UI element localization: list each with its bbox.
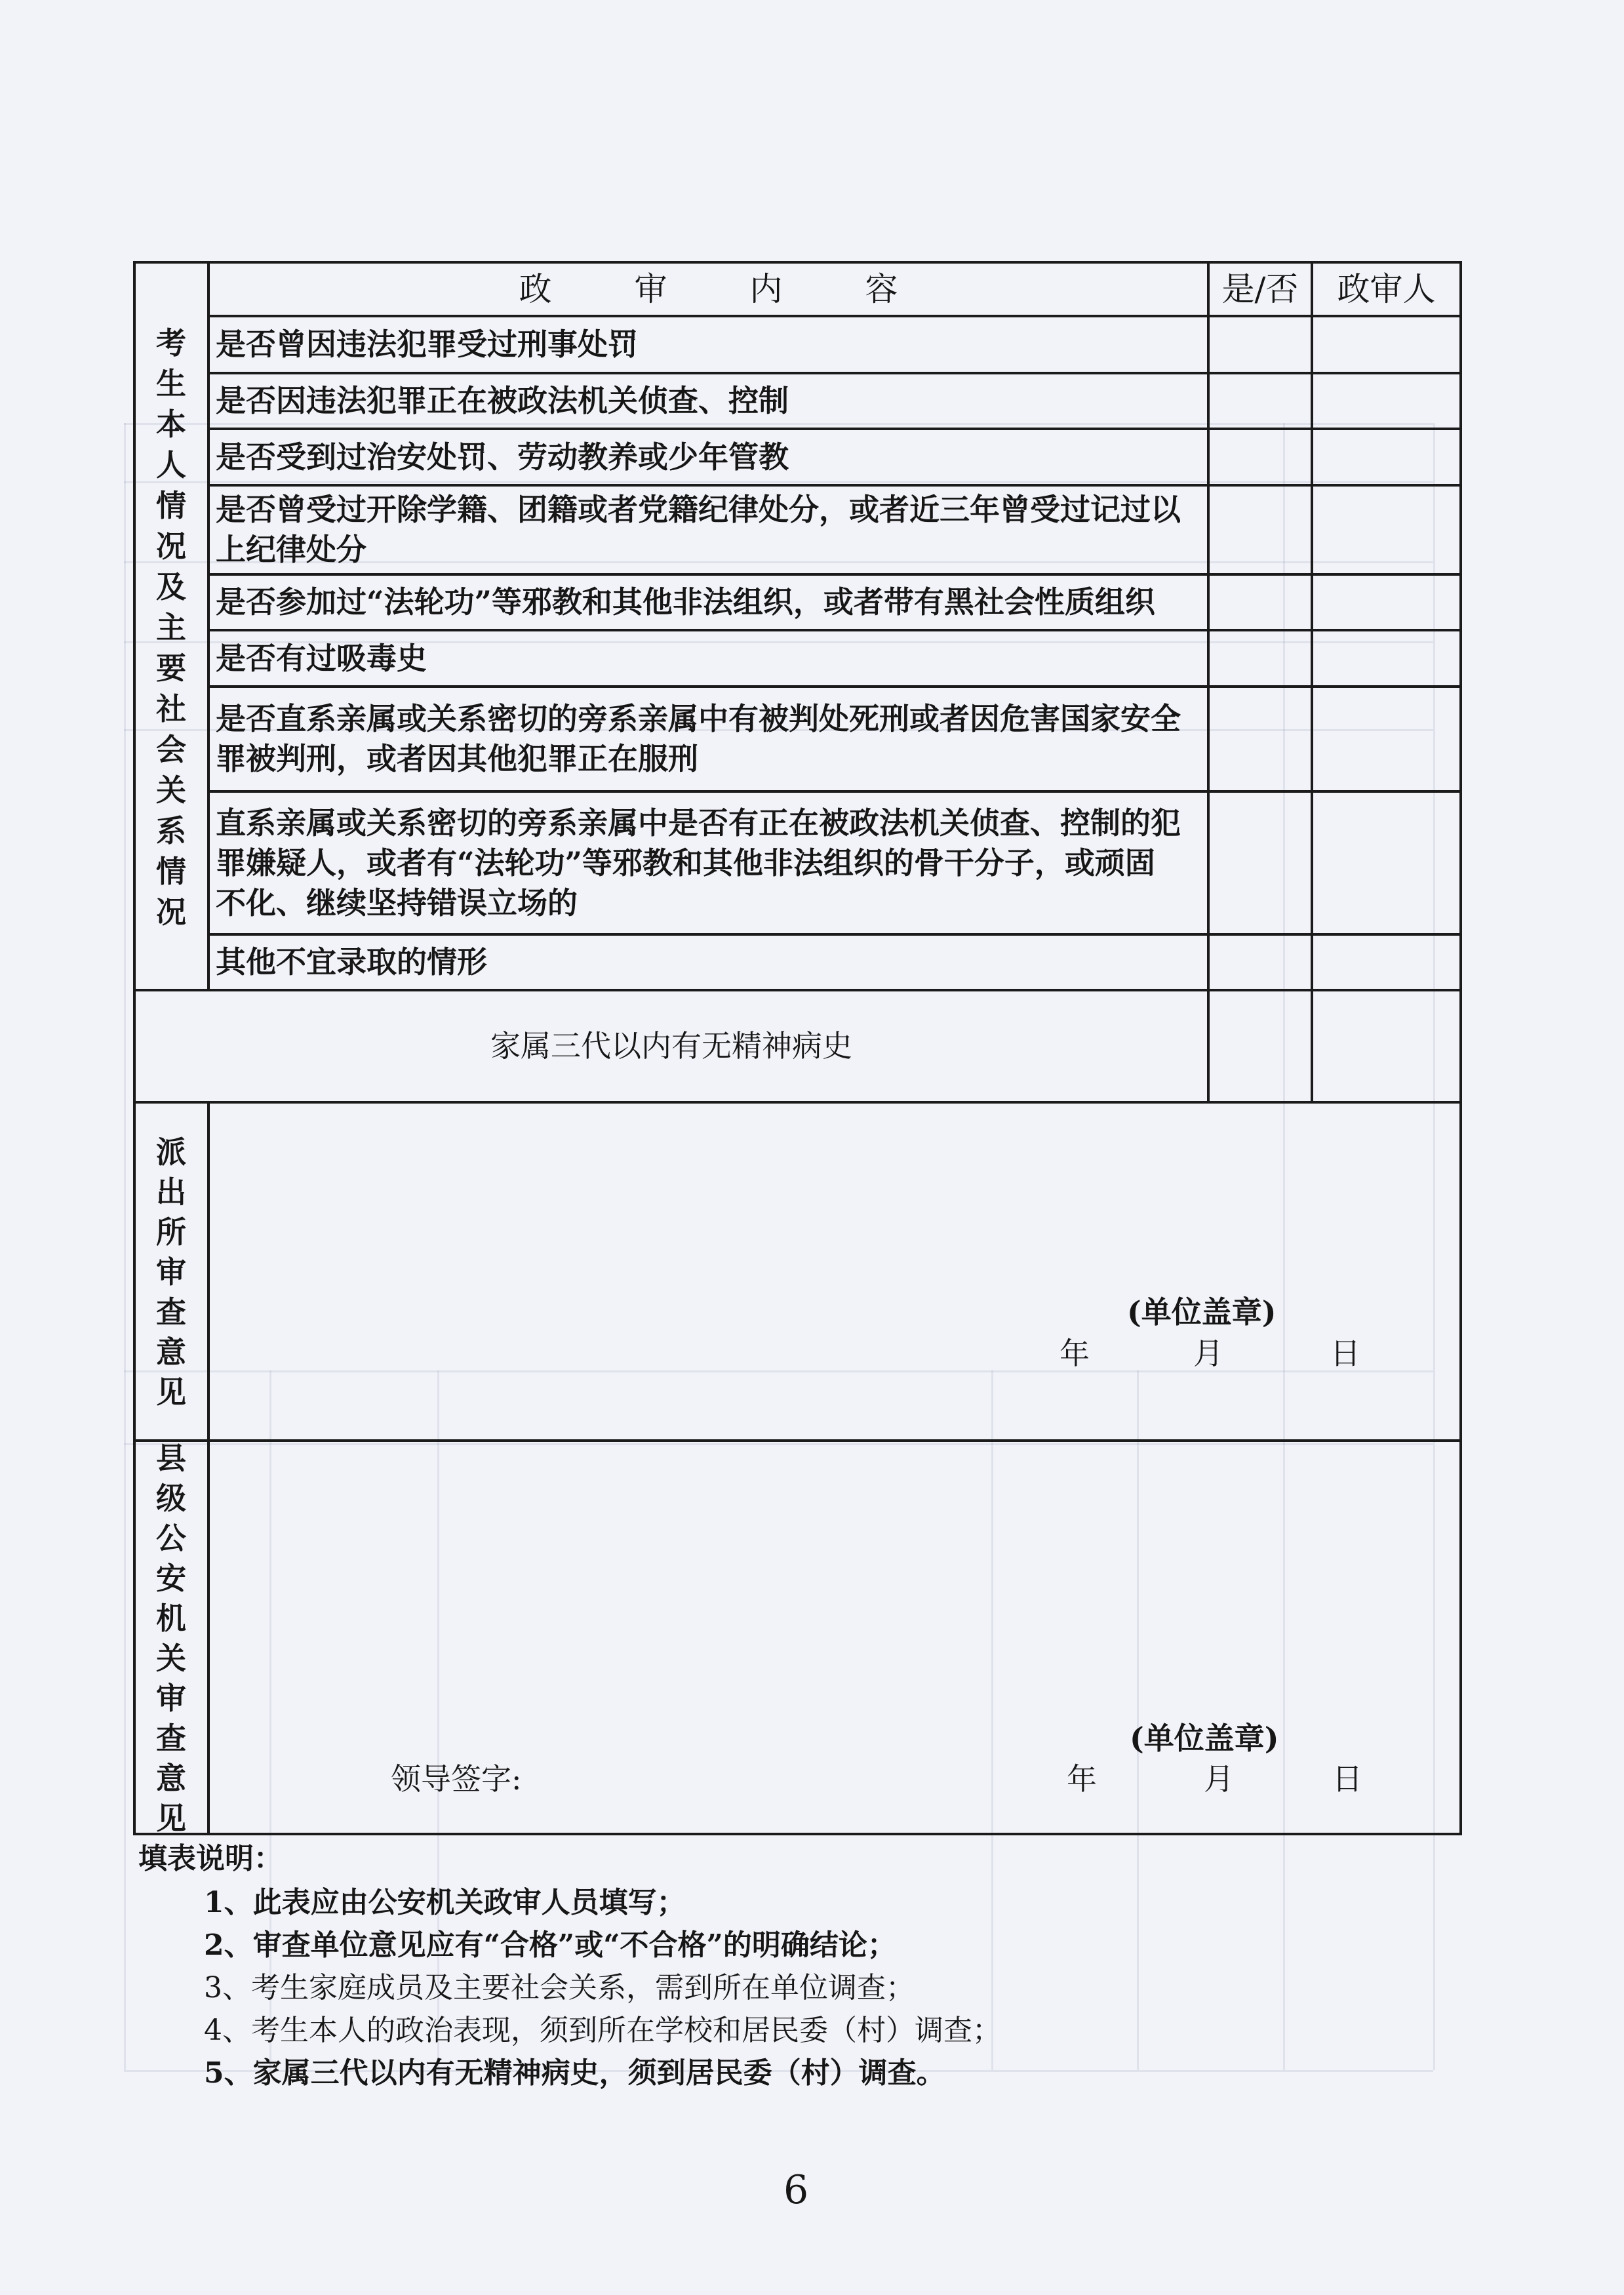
- note-item: 1、此表应由公安机关政审人员填写；: [204, 1886, 686, 1919]
- item-row-1-reviewer-cell: [1311, 315, 1462, 374]
- header-yes-no-label: 是/否: [1221, 270, 1299, 308]
- bleed-through-line: [124, 423, 126, 2070]
- note-item: 4、考生本人的政治表现，须到所在学校和居民委（村）调查；: [204, 2014, 1001, 2047]
- header-reviewer-cell: [1311, 261, 1462, 317]
- section-personal-label: 考生本人情况及主要社会关系情况: [156, 325, 186, 930]
- item-line: 是否受到过治安处罚、劳动教养或少年管教: [216, 439, 789, 475]
- item-row-7-reviewer-cell: [1311, 685, 1462, 793]
- item-row-5-reviewer-cell: [1311, 573, 1462, 631]
- item-row-8-answer-cell: [1207, 790, 1313, 936]
- mental-history-label: 家属三代以内有无精神病史: [490, 1028, 852, 1064]
- stamp-label: (单位盖章): [1127, 1294, 1277, 1330]
- county-police-label-cell: [133, 1439, 210, 1835]
- item-line: 是否曾受过开除学籍、团籍或者党籍纪律处分，或者近三年曾受过记过以: [216, 492, 1181, 527]
- item-row-3: [207, 428, 1210, 487]
- header-reviewer-label: 政审人: [1337, 270, 1436, 308]
- month-label: 月: [1193, 1336, 1223, 1371]
- note-item: 5、家属三代以内有无精神病史，须到居民委（村）调查。: [204, 2056, 945, 2090]
- item-row-5-answer-cell: [1207, 573, 1313, 631]
- year-label: 年: [1060, 1336, 1090, 1371]
- police-station-label: 派出所审查意见: [156, 1134, 186, 1410]
- item-line: 罪嫌疑人，或者有“法轮功”等邪教和其他非法组织的骨干分子，或顽固: [216, 845, 1155, 881]
- day-label: 日: [1332, 1761, 1362, 1797]
- month-label: 月: [1204, 1761, 1234, 1797]
- item-line: 罪被判刑，或者因其他犯罪正在服刑: [216, 741, 698, 776]
- note-item: 2、审查单位意见应有“合格”或“不合格”的明确结论；: [204, 1928, 896, 1962]
- county-police-label: 县级公安机关审查意见: [156, 1441, 186, 1836]
- item-row-8: [207, 790, 1210, 936]
- notes-title: 填表说明：: [138, 1842, 283, 1875]
- item-row-5: [207, 573, 1210, 631]
- page-number: 6: [783, 2167, 809, 2213]
- note-item: 3、考生家庭成员及主要社会关系，需到所在单位调查；: [204, 1971, 915, 2005]
- stamp-label: (单位盖章): [1130, 1721, 1279, 1756]
- item-row-9-answer-cell: [1207, 933, 1313, 991]
- item-row-1-answer-cell: [1207, 315, 1313, 374]
- item-row-4-answer-cell: [1207, 484, 1313, 576]
- year-label: 年: [1067, 1761, 1097, 1797]
- item-line: 是否直系亲属或关系密切的旁系亲属中有被判处死刑或者因危害国家安全: [216, 701, 1181, 736]
- item-row-6-answer-cell: [1207, 629, 1313, 688]
- item-line: 是否有过吸毒史: [216, 640, 427, 676]
- item-row-3-reviewer-cell: [1311, 428, 1462, 487]
- item-row-7: [207, 685, 1210, 793]
- item-row-3-answer-cell: [1207, 428, 1313, 487]
- header-content-label: 政审内容: [519, 270, 981, 308]
- item-row-2-answer-cell: [1207, 372, 1313, 430]
- mental-history-answer-cell: [1207, 989, 1313, 1104]
- item-row-2: [207, 372, 1210, 430]
- item-row-2-reviewer-cell: [1311, 372, 1462, 430]
- leader-signature-label: 领导签字:: [391, 1761, 522, 1797]
- mental-history-row: [133, 989, 1210, 1104]
- item-line: 是否曾因违法犯罪受过刑事处罚: [216, 327, 638, 362]
- item-line: 是否参加过“法轮功”等邪教和其他非法组织，或者带有黑社会性质组织: [216, 584, 1155, 620]
- county-police-opinion-cell: [207, 1439, 1462, 1835]
- police-station-label-cell: [133, 1101, 210, 1442]
- item-row-9: [207, 933, 1210, 991]
- header-content-cell: [207, 261, 1210, 317]
- header-yes-no-cell: [1207, 261, 1313, 317]
- item-row-8-reviewer-cell: [1311, 790, 1462, 936]
- day-label: 日: [1330, 1336, 1360, 1371]
- item-line: 不化、继续坚持错误立场的: [216, 885, 578, 921]
- item-line: 其他不宜录取的情形: [216, 944, 487, 980]
- police-station-opinion-cell: [207, 1101, 1462, 1442]
- section-personal-label-cell: [133, 261, 210, 991]
- item-row-1: [207, 315, 1210, 374]
- item-row-4-reviewer-cell: [1311, 484, 1462, 576]
- item-line: 直系亲属或关系密切的旁系亲属中是否有正在被政法机关侦查、控制的犯: [216, 805, 1181, 841]
- item-line: 上纪律处分: [216, 532, 366, 567]
- item-row-7-answer-cell: [1207, 685, 1313, 793]
- item-row-4: [207, 484, 1210, 576]
- item-row-9-reviewer-cell: [1311, 933, 1462, 991]
- item-line: 是否因违法犯罪正在被政法机关侦查、控制: [216, 383, 789, 418]
- item-row-6-reviewer-cell: [1311, 629, 1462, 688]
- mental-history-reviewer-cell: [1311, 989, 1462, 1104]
- item-row-6: [207, 629, 1210, 688]
